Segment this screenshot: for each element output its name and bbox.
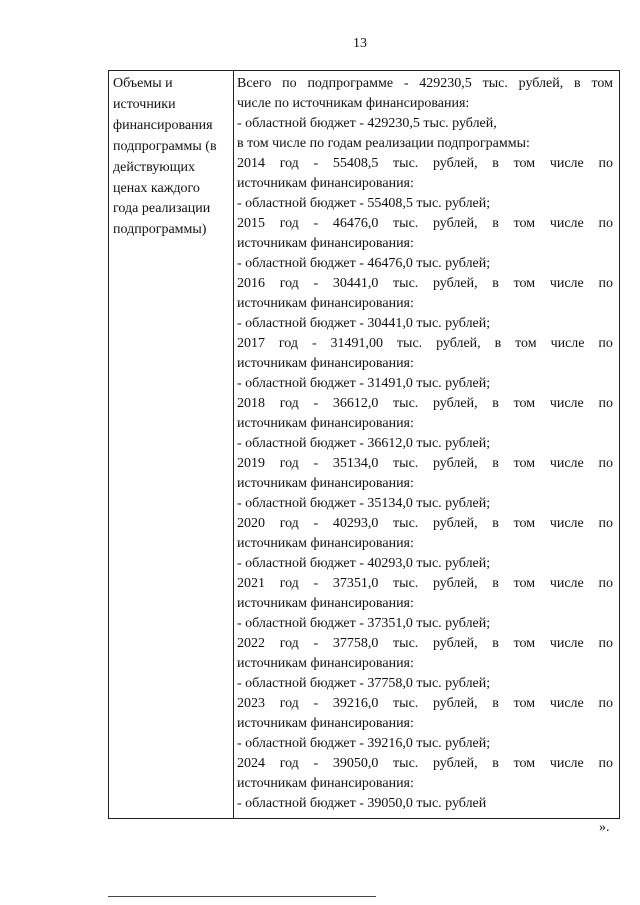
word: 30441,0 [332,276,379,291]
word: 39050,0 [332,756,379,771]
word: - [313,456,319,471]
word: том [513,636,536,651]
word: в [492,636,499,651]
word: 429230,5 [419,76,472,91]
year-budget-line: - областной бюджет - 55408,5 тыс. рублей; [237,196,491,211]
word: - [313,696,319,711]
year-budget-line: - областной бюджет - 30441,0 тыс. рублей; [237,316,491,331]
word: 2017 [237,336,265,351]
label-line: действующих [113,159,196,175]
closing-quote-mark: ». [599,820,610,835]
word: рублей, [432,456,478,471]
funding-details-cell [237,74,613,814]
label-line: Объемы и [113,76,173,91]
word: в [492,216,499,231]
word: в [494,336,502,351]
year-total-line [237,514,613,534]
label-line: подпрограммы (в [113,138,217,154]
word: по [598,336,613,351]
word: год [279,156,299,171]
year-funding-entry [237,574,613,634]
word: 40293,0 [332,516,379,531]
word: том [513,396,536,411]
word: числе [549,276,584,291]
word: в [492,576,499,591]
page-number: 13 [353,36,367,51]
year-sources-line: источникам финансирования: [237,476,414,491]
total-funding-line [237,74,613,94]
year-budget-line: - областной бюджет - 46476,0 тыс. рублей; [237,256,491,271]
word: год [279,276,299,291]
word: по [598,216,613,231]
word: по [598,516,613,531]
word: тыс. [393,216,419,231]
label-line: подпрограммы) [113,222,207,238]
word: тыс. [393,516,419,531]
word: рублей, [436,336,481,351]
word: рублей, [518,76,564,91]
word: - [313,756,319,771]
label-line: источники [113,96,176,112]
year-sources-line: источникам финансирования: [237,416,414,431]
word: числе [549,576,584,591]
word: том [515,336,537,351]
word: том [513,156,536,171]
word: тыс. [393,576,419,591]
year-sources-line: источникам финансирования: [237,716,414,731]
word: рублей, [432,636,478,651]
year-total-line [237,694,613,714]
year-funding-entry [237,334,613,394]
word: 2020 [237,516,265,531]
year-funding-entry [237,634,613,694]
word: год [279,696,299,711]
word: числе [549,516,584,531]
year-total-line [237,634,613,654]
year-total-line [237,154,613,174]
year-sources-line: источникам финансирования: [237,296,414,311]
year-budget-line: - областной бюджет - 37758,0 тыс. рублей; [237,676,491,691]
word: 2015 [237,216,265,231]
year-funding-entry [237,514,613,574]
word: тыс. [393,396,419,411]
word: - [313,216,319,231]
word: 2024 [237,756,265,771]
word: - [313,396,319,411]
word: том [513,516,536,531]
year-funding-entry [237,394,613,454]
word: рублей, [432,396,478,411]
year-funding-entry [237,754,613,814]
word: тыс. [393,456,419,471]
word: в [574,76,581,91]
year-sources-line: источникам финансирования: [237,236,414,251]
word: том [513,456,536,471]
word: 46476,0 [332,216,379,231]
word: - [313,576,319,591]
word: год [279,636,299,651]
year-funding-entry [237,214,613,274]
word: в [492,516,499,531]
word: числе [550,336,585,351]
year-sources-line: источникам финансирования: [237,536,414,551]
year-budget-line: - областной бюджет - 40293,0 тыс. рублей; [237,556,491,571]
year-budget-line: - областной бюджет - 35134,0 тыс. рублей; [237,496,491,511]
word: рублей, [432,156,478,171]
word: год [278,336,299,351]
word: 2019 [237,456,265,471]
word: подпрограмме [307,76,394,91]
word: числе [549,756,584,771]
word: тыс. [393,636,419,651]
word: числе [549,456,584,471]
word: 55408,5 [332,156,379,171]
word: тыс. [393,156,419,171]
year-total-line [237,394,613,414]
word: год [279,396,299,411]
word: числе [549,396,584,411]
word: в [492,276,499,291]
year-total-line [237,754,613,774]
year-sources-line: источникам финансирования: [237,596,414,611]
word: Всего [237,76,272,91]
year-total-line [237,274,613,294]
label-line: ценах каждого [113,180,200,196]
word: по [598,696,613,711]
year-funding-entry [237,694,613,754]
word: тыс. [393,696,419,711]
word: в [492,456,499,471]
word: год [279,456,299,471]
word: том [513,276,536,291]
word: 2018 [237,396,265,411]
word: том [513,696,536,711]
year-budget-line: - областной бюджет - 37351,0 тыс. рублей; [237,616,491,631]
word: числе [549,216,584,231]
word: 35134,0 [332,456,379,471]
word: рублей, [432,516,478,531]
year-funding-entry [237,154,613,214]
word: по [598,156,613,171]
word: год [279,516,299,531]
word: в [492,156,499,171]
word: - [313,516,319,531]
label-line: года реализации [113,201,211,217]
word: 36612,0 [332,396,379,411]
word: - [313,276,319,291]
word: - [403,76,409,91]
label-line: финансирования [113,117,213,133]
word: год [279,756,299,771]
word: по [598,756,613,771]
year-budget-line: - областной бюджет - 39050,0 тыс. рублей [237,796,487,811]
word: рублей, [432,756,478,771]
word: в [492,756,499,771]
word: по [598,276,613,291]
text-line: - областной бюджет - 429230,5 тыс. рублей, [237,116,497,131]
word: 39216,0 [332,696,379,711]
word: по [282,76,297,91]
word: 2022 [237,636,265,651]
word: 2021 [237,576,265,591]
year-total-line [237,574,613,594]
text-line: числе по источникам финансирования: [237,96,470,111]
word: тыс. [393,756,419,771]
text-line: в том числе по годам реализации подпрограммы: [237,136,530,151]
word: тыс. [482,76,508,91]
word: рублей, [432,576,478,591]
word: 37351,0 [332,576,379,591]
word: том [513,216,536,231]
word: - [313,156,319,171]
word: год [279,216,299,231]
word: 37758,0 [332,636,379,651]
word: том [513,756,536,771]
word: том [513,576,536,591]
year-total-line [237,214,613,234]
year-sources-line: источникам финансирования: [237,656,414,671]
word: тыс. [393,276,419,291]
year-total-line [237,454,613,474]
year-funding-entry [237,454,613,514]
funding-table [108,70,620,819]
word: 2014 [237,156,265,171]
word: по [598,396,613,411]
word: по [598,456,613,471]
word: по [598,636,613,651]
table-label-cell [113,74,231,241]
year-budget-line: - областной бюджет - 36612,0 тыс. рублей; [237,436,491,451]
word: числе [549,696,584,711]
word: - [313,636,319,651]
word: в [492,696,499,711]
word: в [492,396,499,411]
year-budget-line: - областной бюджет - 39216,0 тыс. рублей; [237,736,491,751]
word: тыс. [396,336,423,351]
word: том [591,76,613,91]
word: 31491,00 [330,336,384,351]
word: год [279,576,299,591]
footer-rule [108,896,376,897]
year-funding-entry [237,274,613,334]
word: рублей, [432,696,478,711]
year-sources-line: источникам финансирования: [237,356,414,371]
word: рублей, [432,276,478,291]
year-budget-line: - областной бюджет - 31491,0 тыс. рублей; [237,376,491,391]
word: - [311,336,317,351]
word: 2016 [237,276,265,291]
year-funding-list [237,154,613,814]
year-sources-line: источникам финансирования: [237,776,414,791]
word: числе [549,636,584,651]
word: 2023 [237,696,265,711]
year-sources-line: источникам финансирования: [237,176,414,191]
year-total-line [237,334,613,354]
column-divider [233,71,234,818]
word: числе [549,156,584,171]
word: по [598,576,613,591]
word: рублей, [432,216,478,231]
